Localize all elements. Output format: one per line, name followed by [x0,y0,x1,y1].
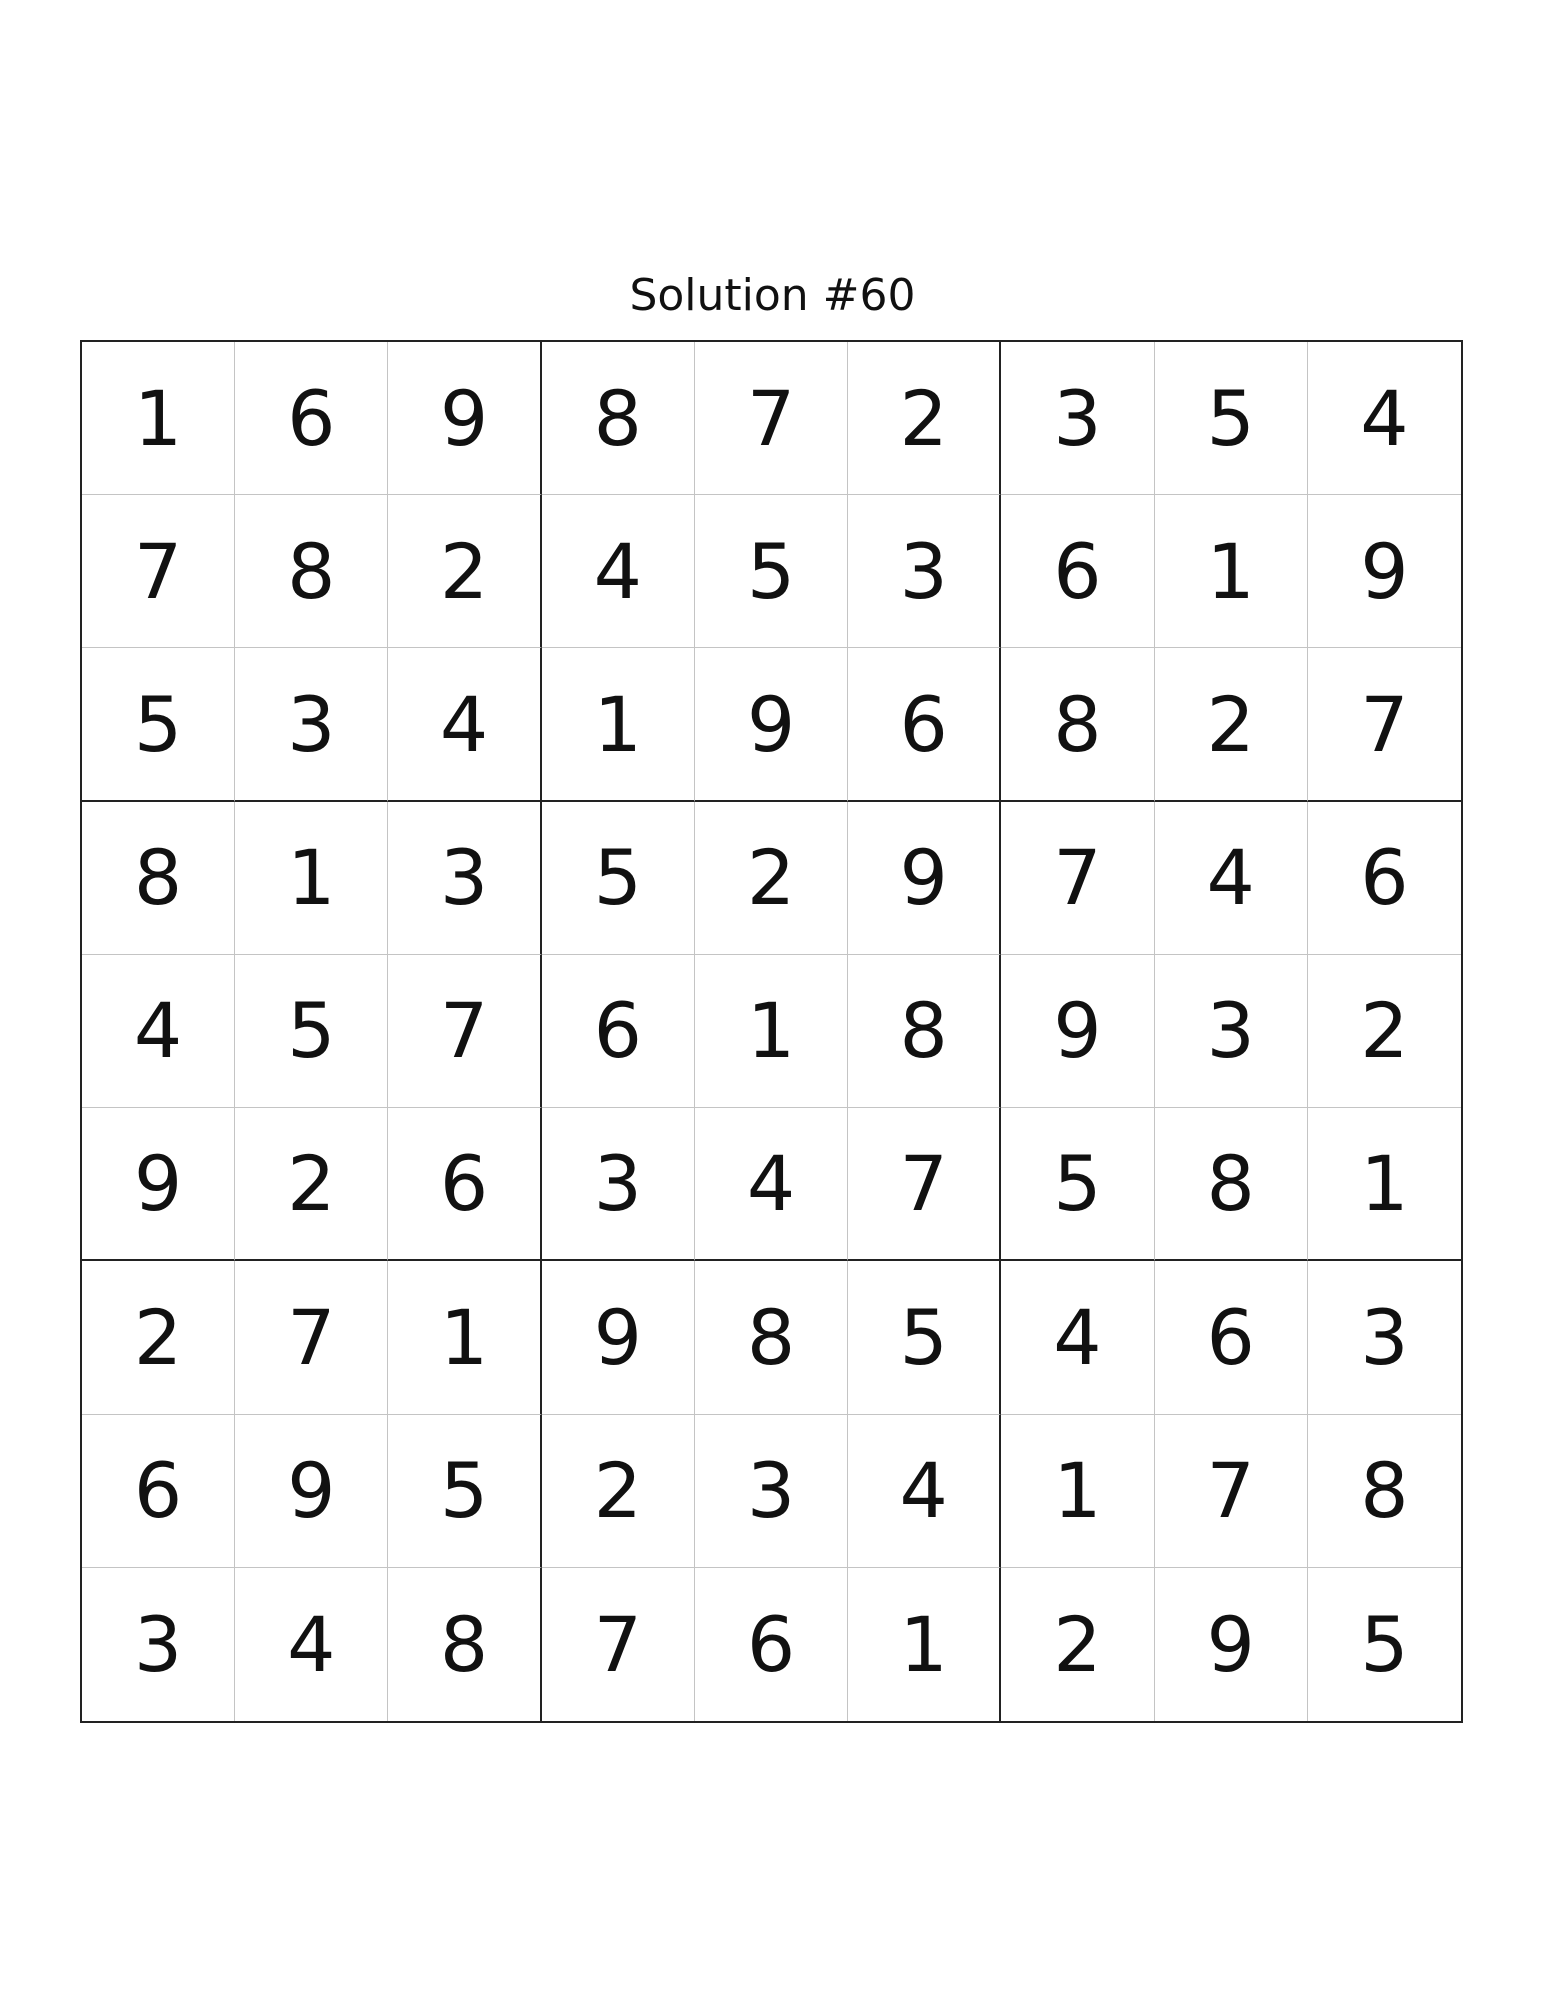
sudoku-cell: 7 [542,1568,695,1721]
sudoku-cell: 7 [82,495,235,648]
sudoku-cell: 9 [1308,495,1461,648]
puzzle-title: Solution #60 [629,270,916,321]
sudoku-cell: 9 [388,342,541,495]
sudoku-cell: 8 [235,495,388,648]
sudoku-cell: 2 [695,802,848,955]
sudoku-cell: 4 [542,495,695,648]
sudoku-cell: 4 [695,1108,848,1261]
sudoku-cell: 6 [235,342,388,495]
sudoku-cell: 9 [82,1108,235,1261]
sudoku-cell: 5 [1155,342,1308,495]
sudoku-cell: 6 [695,1568,848,1721]
sudoku-cell: 8 [82,802,235,955]
sudoku-cell: 4 [848,1415,1001,1568]
sudoku-cell: 3 [848,495,1001,648]
sudoku-cell: 2 [235,1108,388,1261]
sudoku-cell: 2 [1308,955,1461,1108]
sudoku-cell: 3 [542,1108,695,1261]
sudoku-cell: 8 [848,955,1001,1108]
sudoku-cell: 4 [1308,342,1461,495]
sudoku-cell: 4 [235,1568,388,1721]
sudoku-cell: 5 [235,955,388,1108]
sudoku-cell: 6 [1155,1261,1308,1414]
sudoku-cell: 7 [1308,648,1461,801]
sudoku-cell: 7 [848,1108,1001,1261]
sudoku-cell: 3 [1308,1261,1461,1414]
sudoku-cell: 4 [1155,802,1308,955]
sudoku-cell: 5 [695,495,848,648]
sudoku-cell: 1 [1001,1415,1154,1568]
sudoku-board [80,340,1463,1723]
sudoku-cell: 4 [388,648,541,801]
sudoku-cell: 2 [848,342,1001,495]
sudoku-cell: 1 [388,1261,541,1414]
sudoku-cell: 9 [1155,1568,1308,1721]
sudoku-cell: 8 [1001,648,1154,801]
sudoku-cell: 9 [235,1415,388,1568]
sudoku-cell: 4 [1001,1261,1154,1414]
sudoku-cell: 5 [388,1415,541,1568]
sudoku-cell: 1 [542,648,695,801]
sudoku-cell: 6 [388,1108,541,1261]
sudoku-cell: 9 [848,802,1001,955]
sudoku-cell: 1 [82,342,235,495]
sudoku-cell: 7 [235,1261,388,1414]
sudoku-cell: 3 [82,1568,235,1721]
sudoku-cell: 1 [1308,1108,1461,1261]
sudoku-cell: 6 [542,955,695,1108]
sudoku-cell: 5 [1001,1108,1154,1261]
sudoku-cell: 2 [388,495,541,648]
sudoku-cell: 2 [82,1261,235,1414]
sudoku-cell: 6 [1308,802,1461,955]
sudoku-cell: 3 [1001,342,1154,495]
sudoku-cell: 8 [388,1568,541,1721]
sudoku-cell: 1 [695,955,848,1108]
sudoku-cell: 3 [1155,955,1308,1108]
sudoku-cell: 5 [542,802,695,955]
sudoku-cell: 7 [695,342,848,495]
sudoku-cell: 2 [1001,1568,1154,1721]
sudoku-cell: 8 [1155,1108,1308,1261]
sudoku-cell: 2 [542,1415,695,1568]
sudoku-cell: 6 [82,1415,235,1568]
sudoku-cell: 6 [1001,495,1154,648]
sudoku-cell: 1 [1155,495,1308,648]
sudoku-cell: 9 [1001,955,1154,1108]
sudoku-cell: 6 [848,648,1001,801]
sudoku-cell: 5 [848,1261,1001,1414]
sudoku-cell: 8 [1308,1415,1461,1568]
sudoku-cell: 3 [388,802,541,955]
sudoku-cell: 7 [1155,1415,1308,1568]
sudoku-cell: 9 [695,648,848,801]
sudoku-cell: 7 [388,955,541,1108]
sudoku-cell: 5 [82,648,235,801]
sudoku-cell: 1 [848,1568,1001,1721]
sudoku-cell: 3 [695,1415,848,1568]
sudoku-cell: 7 [1001,802,1154,955]
sudoku-cell: 8 [695,1261,848,1414]
sudoku-cell: 5 [1360,1599,1409,1689]
sudoku-cell: 3 [235,648,388,801]
sudoku-cell: 8 [542,342,695,495]
sudoku-cell: 4 [82,955,235,1108]
sudoku-cell: 2 [1155,648,1308,801]
sudoku-cell: 9 [542,1261,695,1414]
sudoku-cell: 1 [235,802,388,955]
